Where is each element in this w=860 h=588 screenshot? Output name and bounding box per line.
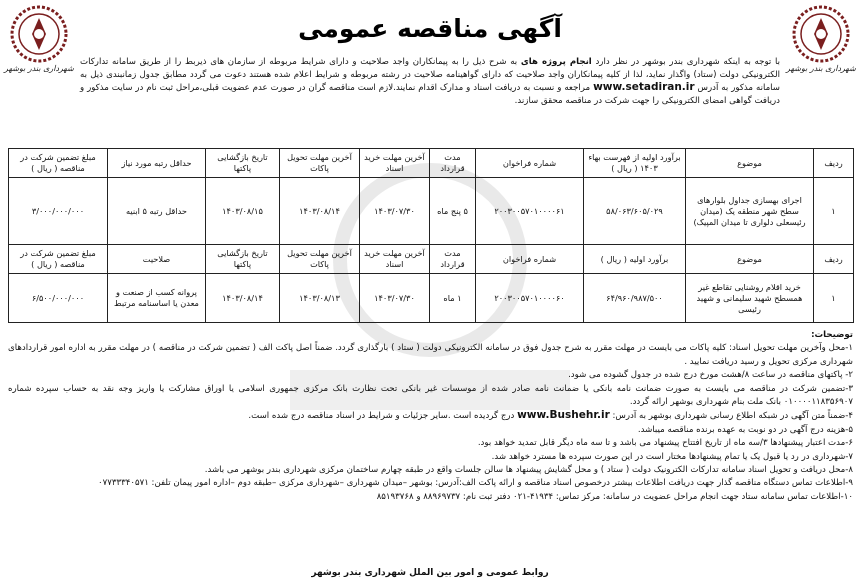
table-row — [9, 274, 854, 323]
header-cell: مبلغ تضمین شرکت در مناقصه ( ریال ) — [9, 245, 108, 274]
notes-section — [8, 329, 853, 504]
estimate-cell: ۵۸/۰۶۳/۶۰۵/۰۲۹ — [584, 178, 686, 245]
header-cell: مبلغ تضمین شرکت در مناقصه ( ریال ) — [9, 149, 108, 178]
note-item — [8, 409, 853, 423]
header-cell: برآورد اولیه ( ریال ) — [584, 245, 686, 274]
intro-text-3: مراجعه و نسبت به دریافت اسناد و مدارک اقدام نمایند.لازم است مناقصه گران در صورت عدم عضویت قبلی،مراحل ثبت نام در سایت مذکور و دریافت گواهی امضای الکترونیکی را جهت شرکت در مناقصه محقق سازند. — [80, 83, 780, 106]
setad-website-link[interactable]: www.setadiran.ir — [593, 81, 695, 94]
note-item: ۶-مدت اعتبار پیشنهادها ۳/سه ماه از تاریخ افتتاح پیشنهاد می باشد و تا سه ماه دیگر قابل تمدید خواهد بود. — [477, 438, 853, 449]
intro-text-2: به شرح ذیل را به پیمانکاران واجد صلاحیت و دارای شرایط مربوطه از سازمان های ذیربط را از طریق سامانه تدارکات الکترونیکی دولت (ستاد) واگذار نماید، لذا از کلیه پیمانکاران واجد صلاحیت که دارای گواهینامه صلاحیت در رشته مربوطه و شرایط اعلام شده هستند دعوت می گردد مطابق جدول زمانبندی ذیل به سامانه مذکور به آدرس — [80, 57, 781, 94]
intro-bold: انجام پروژه های — [520, 57, 592, 67]
submission-deadline-cell: ۱۴۰۳/۰۸/۱۳ — [280, 274, 360, 323]
header-cell: صلاحیت — [108, 245, 206, 274]
min-rank-cell: حداقل رتبه ۵ ابنیه — [108, 178, 206, 245]
subject-cell: اجرای بهسازی جداول بلوارهای سطح شهر منطقه یک (میدان رئیسعلی دلواری تا میدان المپیک) — [686, 178, 814, 245]
note-item: ۱۰-اطلاعات تماس سامانه ستاد جهت انجام مراحل عضویت در سامانه: مرکز تماس: ۴۱۹۳۴-۰۲۱ دفتر ثبت نام: ۸۸۹۶۹۷۳۷ و ۸۵۱۹۳۷۶۸ — [376, 491, 853, 502]
header-cell: حداقل رتبه مورد نیاز — [108, 149, 206, 178]
note-item: ۹-اطلاعات تماس دستگاه مناقصه گذار جهت دریافت اطلاعات بیشتر درخصوص اسناد مناقصه و ارائه پاکت الف:آدرس: بوشهر –میدان شهرداری –شهرداری مرکزی –طبقه دوم –اداره امور پیمان تلفن: ۰۷۷۳۳۳۴۰۵۷۱ — [98, 478, 853, 489]
header-cell: آخرین مهلت تحویل پاکات — [280, 149, 360, 178]
header-cell: تاریخ بازگشایی پاکتها — [206, 149, 280, 178]
note-item: ۵-هزینه درج آگهی در دو نوبت به عهده برنده مناقصه میباشد. — [637, 424, 853, 435]
header-cell: آخرین مهلت خرید اسناد — [360, 245, 430, 274]
note-item: ۱-محل وآخرین مهلت تحویل اسناد: کلیه پاکات می بایست در مهلت مقرر به شرح جدول فوق در سامانه الکترونیکی دولت ( ستاد ) بارگذاری گردد. ضمناً اصل پاکت الف ( تضمین شرکت در مناقصه ) در مهلت مقرر به اداره امور قراردادهای شهرداری مرکزی تحویل و رسید دریافت نمایید . — [8, 343, 853, 367]
note-item: ۲- پاکتهای مناقصه در ساعت ۸/هشت مورخ درج شده در جدول گشوده می شود. — [568, 370, 853, 381]
purchase-deadline-cell: ۱۴۰۳/۰۷/۳۰ — [360, 178, 430, 245]
header-cell: شماره فراخوان — [476, 149, 584, 178]
estimate-cell: ۶۴/۹۶۰/۹۸۷/۵۰۰ — [584, 274, 686, 323]
opening-date-cell: ۱۴۰۳/۰۸/۱۵ — [206, 178, 280, 245]
note-item: ۳-تضمین شرکت در مناقصه می بایست به صورت ضمانت نامه بانکی یا ضمانت نامه صادر شده از موسسات غیر بانکی تحت نظارت بانک مرکزی جمهوری اسلامی یا اوراق مشارکت یا واریز وجه نقد به حساب سپرده شماره ۰۱۰۰۰۰۱۱۸۳۵۶۹۰۷ بانک ملت بنام شهرداری بوشهر ارائه گردد. — [8, 383, 853, 408]
header-cell: ردیف — [814, 149, 854, 178]
row-number: ۱ — [814, 274, 854, 323]
subject-cell: خرید اقلام روشنایی تقاطع غیر همسطح شهید سلیمانی و شهید رئیسی — [686, 274, 814, 323]
intro-paragraph — [80, 56, 780, 107]
bushehr-website-link[interactable]: www.Bushehr.ir — [517, 409, 610, 422]
guarantee-cell: ۳/۰۰۰/۰۰۰/۰۰۰ — [9, 178, 108, 245]
header-cell: موضوع — [686, 149, 814, 178]
tender-table — [8, 148, 854, 323]
note-item: ۷-شهرداری در رد یا قبول یک یا تمام پیشنهادها مختار است در این صورت سپرده ها مسترد خواهد شد. — [491, 451, 853, 462]
footer-signature: روابط عمومی و امور بین الملل شهرداری بندر بوشهر — [311, 568, 549, 578]
duration-cell: ۱ ماه — [430, 274, 476, 323]
logo-caption-left: شهرداری بندر بوشهر — [4, 64, 74, 73]
header-cell: مدت قرارداد — [430, 245, 476, 274]
note-4-text-end: درج گردیده است .سایر جزئیات و شرایط در اسناد مناقصه درج شده است. — [248, 411, 515, 422]
call-number-cell: ۲۰۰۳۰۰۵۷۰۱۰۰۰۰۶۱ — [476, 178, 584, 245]
header-cell: برآورد اولیه از فهرست بهاء ۱۴۰۳ ( ریال ) — [584, 149, 686, 178]
table-header-row-1 — [9, 149, 854, 178]
guarantee-cell: ۶/۵۰۰/۰۰۰/۰۰۰ — [9, 274, 108, 323]
header-cell: آخرین مهلت تحویل پاکات — [280, 245, 360, 274]
note-4-text: ۴-ضمناً متن آگهی در شبکه اطلاع رسانی شهرداری بوشهر به آدرس: — [612, 411, 853, 422]
qualification-cell: پروانه کسب از صنعت و معدن یا اساسنامه مرتبط — [108, 274, 206, 323]
header-cell: آخرین مهلت خرید اسناد — [360, 149, 430, 178]
duration-cell: ۵ پنج ماه — [430, 178, 476, 245]
row-number: ۱ — [814, 178, 854, 245]
note-item: ۸-محل دریافت و تحویل اسناد سامانه تدارکات الکترونیک دولت ( ستاد ) و محل گشایش پیشنهاد ها سالن جلسات واقع در طبقه چهارم ساختمان مرکزی شهرداری بندر بوشهر می باشد. — [204, 465, 853, 476]
table-header-row-2 — [9, 245, 854, 274]
notes-label: توضیحات: — [811, 330, 853, 340]
call-number-cell: ۲۰۰۳۰۰۵۷۰۱۰۰۰۰۶۰ — [476, 274, 584, 323]
header-cell: ردیف — [814, 245, 854, 274]
intro-text-1: با توجه به اینکه شهرداری بندر بوشهر در نظر دارد — [595, 57, 781, 67]
header-cell: مدت قرارداد — [430, 149, 476, 178]
purchase-deadline-cell: ۱۴۰۳/۰۷/۳۰ — [360, 274, 430, 323]
header-cell: موضوع — [686, 245, 814, 274]
notice-title: آگهی مناقصه عمومی — [298, 14, 562, 43]
opening-date-cell: ۱۴۰۳/۰۸/۱۴ — [206, 274, 280, 323]
logo-caption-right: شهرداری بندر بوشهر — [786, 64, 856, 73]
header-cell: شماره فراخوان — [476, 245, 584, 274]
submission-deadline-cell: ۱۴۰۳/۰۸/۱۴ — [280, 178, 360, 245]
header-cell: تاریخ بازگشایی پاکتها — [206, 245, 280, 274]
table-row — [9, 178, 854, 245]
